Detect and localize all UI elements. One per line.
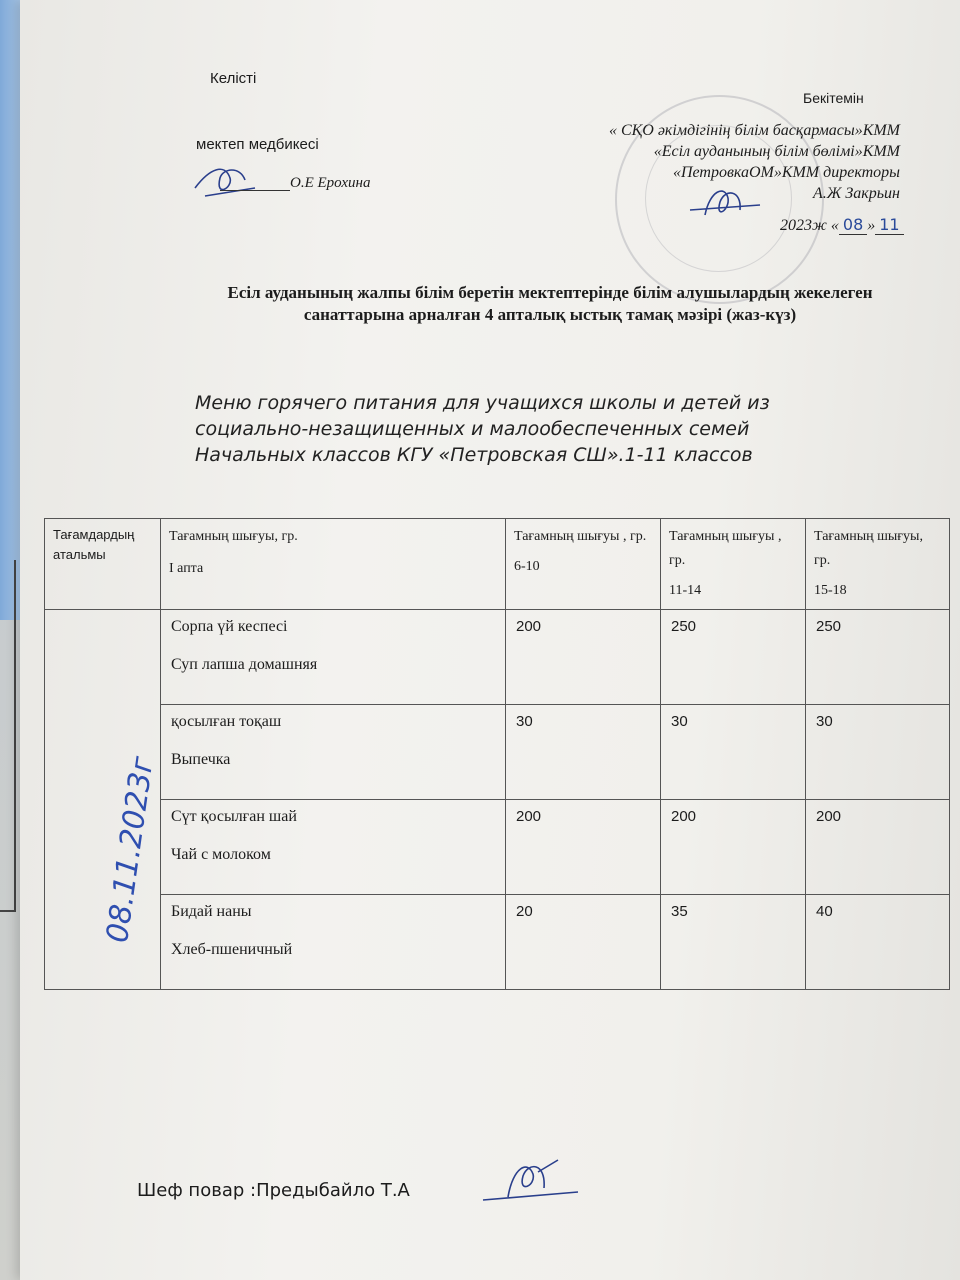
dish-name-kz: қосылған тоқаш bbox=[171, 713, 282, 730]
title-kazakh-text: Есіл ауданының жалпы білім беретін мектептерінде білім алушылардың жекелеген санаттарына арналған 4 апталық ыстық тамақ мәзірі (жаз-күз) bbox=[227, 283, 873, 324]
header-age-15-18 bbox=[806, 519, 950, 610]
portion-11-14: 200 bbox=[661, 800, 806, 895]
nurse-title: мектеп медбикесі bbox=[196, 136, 319, 153]
header-week-line-1: Тағамның шығуы, гр. bbox=[169, 529, 298, 544]
date-separator: » bbox=[867, 217, 876, 234]
date-prefix: 2023ж « bbox=[780, 217, 839, 234]
portion-11-14: 30 bbox=[661, 705, 806, 800]
header-age-range: 15-18 bbox=[814, 583, 847, 598]
date-month: 11 bbox=[875, 215, 903, 235]
portion-15-18: 200 bbox=[806, 800, 950, 895]
header-dish-name: Тағамдардың атальмы bbox=[45, 519, 161, 610]
dish-name-kz: Сорпа үй кеспесі bbox=[171, 618, 288, 635]
handwritten-date: 08.11.2023г bbox=[100, 754, 161, 945]
dish-name-ru: Чай с молоком bbox=[171, 846, 271, 863]
date-cell bbox=[45, 610, 161, 990]
header-week-line-2: I апта bbox=[169, 561, 204, 576]
title-kazakh bbox=[20, 282, 960, 326]
header-yield-label: Тағамның шығуы, гр. bbox=[814, 529, 923, 568]
table-row bbox=[45, 705, 950, 800]
dish-name-kz: Сүт қосылған шай bbox=[171, 808, 297, 825]
portion-6-10: 200 bbox=[506, 800, 661, 895]
header-yield-label: Тағамның шығуы , гр. bbox=[514, 529, 647, 544]
portion-15-18: 40 bbox=[806, 895, 950, 990]
table-row bbox=[45, 895, 950, 990]
header-age-11-14 bbox=[661, 519, 806, 610]
dish-cell bbox=[161, 895, 506, 990]
chef-signature-line: Шеф повар :Предыбайло Т.А bbox=[137, 1180, 410, 1201]
dish-name-kz: Бидай наны bbox=[171, 903, 252, 920]
approved-label: Бекітемін bbox=[803, 90, 864, 106]
portion-15-18: 250 bbox=[806, 610, 950, 705]
title-russian-line-3: Начальных классов КГУ «Петровская СШ».1-11 классов bbox=[195, 444, 753, 466]
dish-name-ru: Выпечка bbox=[171, 751, 231, 768]
portion-11-14: 250 bbox=[661, 610, 806, 705]
dish-name-ru: Хлеб-пшеничный bbox=[171, 941, 293, 958]
portion-11-14: 35 bbox=[661, 895, 806, 990]
agreed-label: Келісті bbox=[210, 70, 257, 87]
dish-cell bbox=[161, 705, 506, 800]
date-day: 08 bbox=[839, 215, 867, 235]
header-week bbox=[161, 519, 506, 610]
header-age-6-10 bbox=[506, 519, 661, 610]
nurse-signature bbox=[185, 158, 265, 208]
nurse-signature-line bbox=[220, 190, 290, 191]
portion-15-18: 30 bbox=[806, 705, 950, 800]
org-line-3: «ПетровкаОМ»КММ директоры bbox=[672, 164, 900, 181]
table-row bbox=[45, 800, 950, 895]
header-age-range: 6-10 bbox=[514, 559, 540, 574]
org-line-2: «Есіл ауданының білім бөлімі»КММ bbox=[653, 143, 900, 160]
table-row bbox=[45, 610, 950, 705]
nurse-name: О.Е Ерохина bbox=[290, 175, 371, 191]
dish-cell bbox=[161, 610, 506, 705]
title-russian-line-1: Меню горячего питания для учащихся школы и детей из bbox=[195, 392, 770, 414]
portion-6-10: 20 bbox=[506, 895, 661, 990]
table-header-row bbox=[45, 519, 950, 610]
background-frame bbox=[0, 560, 16, 912]
org-line-1: « СҚО әкімдігінің білім басқармасы»КММ bbox=[608, 122, 900, 139]
title-russian-line-2: социально-незащищенных и малообеспеченных семей bbox=[195, 418, 750, 440]
header-yield-label: Тағамның шығуы , гр. bbox=[669, 529, 782, 568]
menu-table bbox=[44, 518, 950, 990]
title-russian bbox=[195, 390, 770, 468]
approval-date bbox=[780, 215, 904, 235]
chef-signature bbox=[478, 1152, 588, 1212]
portion-6-10: 30 bbox=[506, 705, 661, 800]
header-age-range: 11-14 bbox=[669, 583, 702, 598]
director-name: А.Ж Закрьин bbox=[812, 185, 900, 202]
dish-name-ru: Суп лапша домашняя bbox=[171, 656, 318, 673]
director-signature bbox=[680, 180, 770, 230]
portion-6-10: 200 bbox=[506, 610, 661, 705]
dish-cell bbox=[161, 800, 506, 895]
